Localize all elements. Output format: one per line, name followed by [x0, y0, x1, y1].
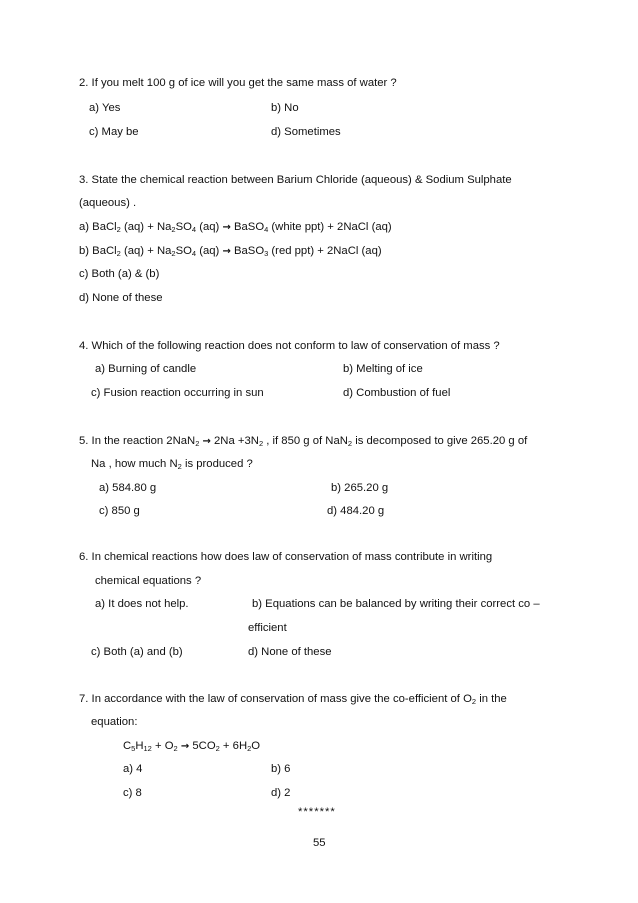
q6-option-d: d) None of these [248, 646, 332, 658]
q4-option-c: c) Fusion reaction occurring in sun [91, 387, 264, 399]
q3-option-d: d) None of these [79, 292, 163, 304]
question-5-line1: 5. In the reaction $2NaN_2 \to 2Na +3N_2$ , if 850 g of NaN$_2$ is decomposed to give 265.20 g of [79, 435, 528, 448]
arrow-icon: → [222, 222, 231, 233]
q3-option-a: a) BaCl$_2$ $(aq) + Na_2SO_4$ (aq) → BaSO$_4$ (white ppt) + 2NaCl (aq) [79, 221, 392, 234]
question-3-line1: 3. State the chemical reaction between Barium Chloride (aqueous) & Sodium Sulphate [79, 174, 512, 186]
q6-option-b-line1: b) Equations can be balanced by writing their correct co – [252, 598, 540, 610]
q2-option-a: a) Yes [89, 102, 121, 114]
q4-option-d: d) Combustion of fuel [343, 387, 451, 399]
q4-option-b: b) Melting of ice [343, 363, 423, 375]
q2-option-c: c) May be [89, 126, 139, 138]
q7-equation: $C_5H_{12} + O_2 \to 5CO_2 + 6H_2O$ [123, 740, 261, 753]
q5-option-b: b) 265.20 g [331, 482, 389, 494]
question-3-line2: (aqueous) . [79, 197, 137, 209]
q6-option-c: c) Both (a) and (b) [91, 646, 183, 658]
q7-option-d: d) 2 [271, 787, 291, 799]
page-number: 55 [313, 837, 326, 849]
question-6-line1: 6. In chemical reactions how does law of conservation of mass contribute in writing [79, 551, 493, 563]
q4-option-a: a) Burning of candle [95, 363, 197, 375]
question-7-line1: 7. In accordance with the law of conservation of mass give the co-efficient of $O_2$ in the [79, 693, 507, 706]
q5-option-c: c) 850 g [99, 505, 140, 517]
q2-option-d: d) Sometimes [271, 126, 341, 138]
arrow-icon: → [202, 436, 211, 447]
q5-option-d: d) 484.20 g [327, 505, 385, 517]
q2-option-b: b) No [271, 102, 299, 114]
q6-option-a: a) It does not help. [95, 598, 189, 610]
q7-option-b: b) 6 [271, 763, 291, 775]
question-7-line2: equation: [91, 716, 138, 728]
q7-option-c: c) 8 [123, 787, 142, 799]
end-stars: ******* [298, 806, 336, 818]
q3-option-c: c) Both (a) & (b) [79, 268, 160, 280]
q3-option-b: b) BaCl$_2$ $(aq) + Na_2SO_4$ (aq) → BaSO$_3$ (red ppt) + 2NaCl (aq) [79, 245, 382, 258]
question-6-line2: chemical equations ? [95, 575, 202, 587]
q6-option-b-line2: efficient [248, 622, 287, 634]
arrow-icon: → [180, 741, 190, 752]
q5-option-a: a) 584.80 g [99, 482, 157, 494]
question-5-line2: Na , how much $N_2$ is produced ? [91, 458, 253, 471]
q7-option-a: a) 4 [123, 763, 143, 775]
arrow-icon: → [222, 246, 231, 257]
question-2: 2. If you melt 100 g of ice will you get the same mass of water ? [79, 77, 397, 89]
question-4: 4. Which of the following reaction does not conform to law of conservation of mass ? [79, 340, 500, 352]
